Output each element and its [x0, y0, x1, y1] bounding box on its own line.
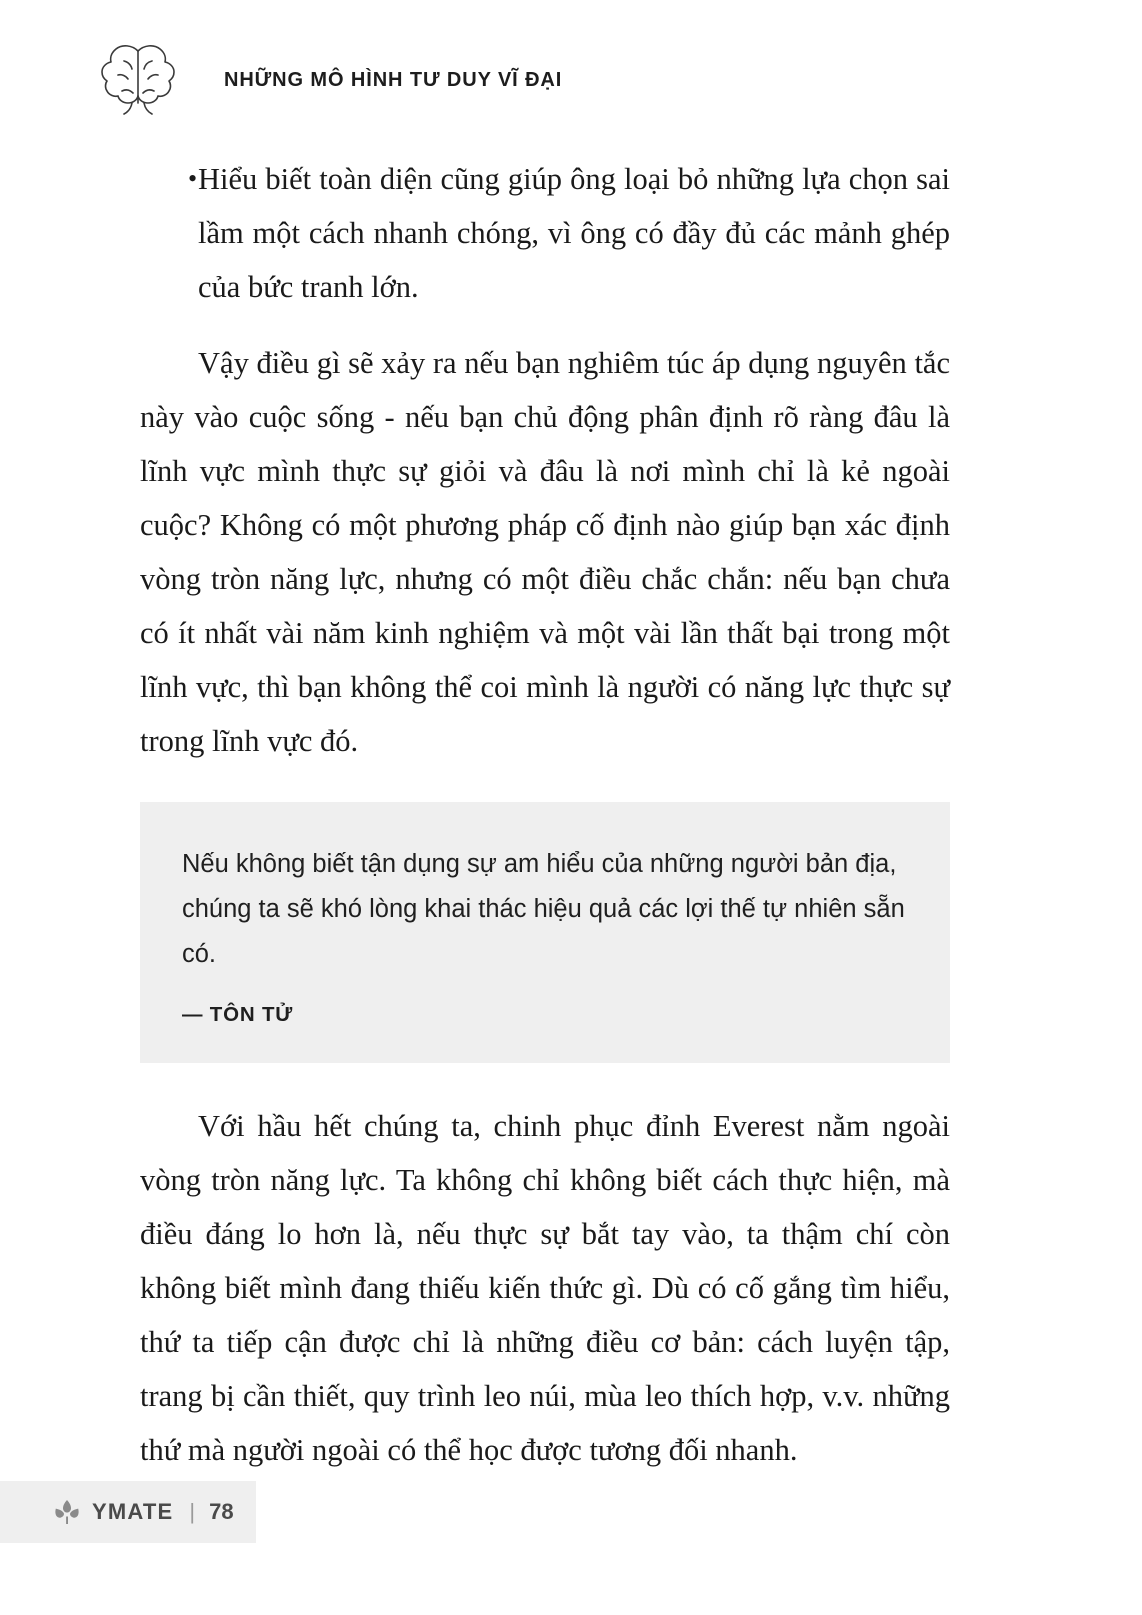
footer-brand: YMATE [92, 1499, 174, 1524]
body-paragraph: Vậy điều gì sẽ xảy ra nếu bạn nghiêm túc áp dụng nguyên tắc này vào cuộc sống - nếu bạn chủ động phân định rõ ràng đâu là lĩnh vực mình thực sự giỏi và đâu là nơi mình chỉ là kẻ ngoài cuộc? Không có một phương pháp cố định nào giúp bạn xác định vòng tròn năng lực, nhưng có một điều chắc chắn: nếu bạn chưa có ít nhất vài năm kinh nghiệm và một vài lần thất bại trong một lĩnh vực, thì bạn không thể coi mình là người có năng lực thực sự trong lĩnh vực đó. [140, 346, 950, 758]
body-paragraph: Với hầu hết chúng ta, chinh phục đỉnh Everest nằm ngoài vòng tròn năng lực. Ta không chỉ không biết cách thực hiện, mà điều đáng lo hơn là, nếu thực sự bắt tay vào, ta thậm chí còn không biết mình đang thiếu kiến thức gì. Dù có cố gắng tìm hiểu, thứ ta tiếp cận được chỉ là những điều cơ bản: cách luyện tập, trang bị cần thiết, quy trình leo núi, mùa leo thích hợp, v.v. những thứ mà người ngoài có thể học được tương đối nhanh. [140, 1109, 950, 1467]
page-number: 78 [209, 1499, 234, 1524]
footer-separator: | [189, 1499, 196, 1524]
list-item: • Hiểu biết toàn diện cũng giúp ông loại bỏ những lựa chọn sai lầm một cách nhanh chóng, vì ông có đầy đủ các mảnh ghép của bức tranh lớn. [140, 152, 950, 314]
quote-attribution: — TÔN TỬ [182, 1003, 294, 1026]
page-header [88, 38, 1054, 122]
page-content [140, 152, 950, 1495]
page-footer [0, 1481, 256, 1543]
bullet-list [140, 152, 950, 314]
quote-text: Nếu không biết tận dụng sự am hiểu của những người bản địa, chúng ta sẽ khó lòng khai thác hiệu quả các lợi thế tự nhiên sẵn có. [182, 850, 905, 968]
header-title: NHỮNG MÔ HÌNH TƯ DUY VĨ ĐẠI [224, 68, 563, 91]
brain-icon [88, 41, 188, 119]
pull-quote [140, 802, 950, 1063]
ymate-logo-icon [52, 1497, 82, 1527]
